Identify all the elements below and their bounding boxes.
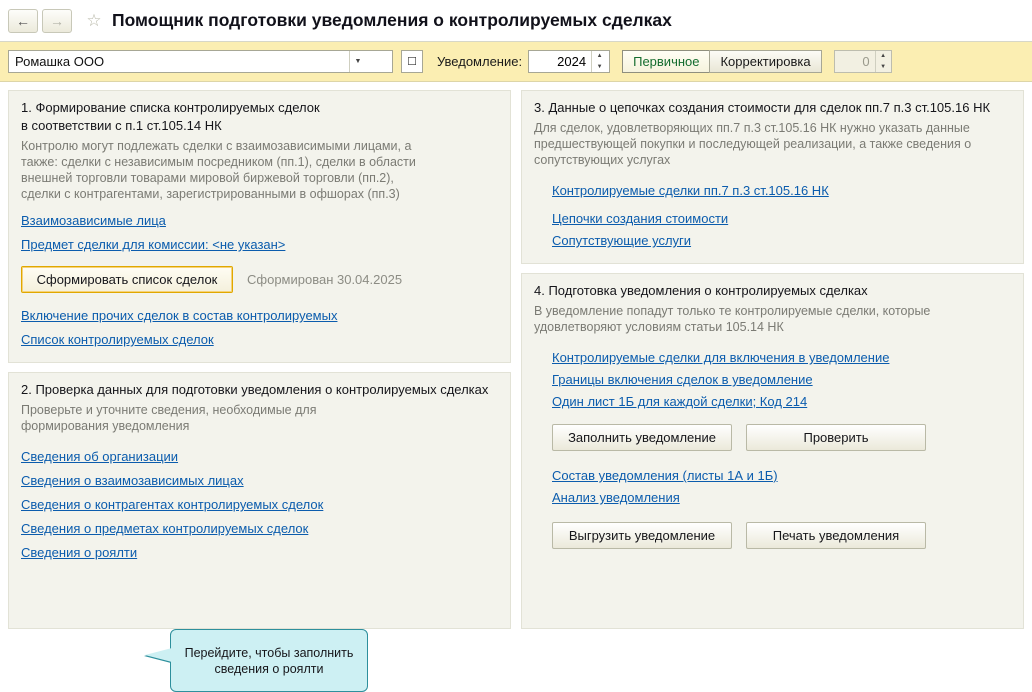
block-2-title: 2. Проверка данных для подготовки уведомления о контролируемых сделках — [21, 382, 489, 397]
block-1-title-line1: 1. Формирование списка контролируемых сделок — [21, 100, 320, 115]
content-area — [0, 82, 1032, 676]
block-4-description: В уведомление попадут только те контролируемые сделки, которые удовлетворяют условиям статьи 105.14 НК — [534, 304, 931, 334]
notice-label: Уведомление: — [437, 54, 523, 69]
print-notice-button[interactable]: Печать уведомления — [746, 522, 926, 549]
link-subjects-info[interactable]: Сведения о предметах контролируемых сделок — [21, 521, 309, 536]
year-spinner[interactable] — [591, 51, 607, 72]
primary-button[interactable]: Первичное — [622, 50, 709, 73]
chevron-down-icon[interactable]: ▼ — [349, 51, 366, 72]
link-commission-subject[interactable]: Предмет сделки для комиссии: <не указан> — [21, 237, 286, 252]
link-related-services[interactable]: Сопутствующие услуги — [552, 233, 692, 248]
link-deals-for-notice[interactable]: Контролируемые сделки для включения в уведомление — [552, 350, 890, 365]
correction-button[interactable]: Корректировка — [709, 50, 821, 73]
correction-number-field[interactable] — [834, 50, 892, 73]
block-4-title: 4. Подготовка уведомления о контролируемых сделках — [534, 283, 868, 298]
right-column — [521, 90, 1024, 629]
link-controlled-deals-list[interactable]: Список контролируемых сделок — [21, 332, 214, 347]
check-notice-button[interactable]: Проверить — [746, 424, 926, 451]
export-notice-button[interactable]: Выгрузить уведомление — [552, 522, 732, 549]
spinner-down-icon[interactable]: ▼ — [880, 63, 887, 70]
link-notice-composition[interactable]: Состав уведомления (листы 1А и 1Б) — [552, 468, 778, 483]
link-controlled-deals-pp7[interactable]: Контролируемые сделки пп.7 п.3 ст.105.16 НК — [552, 183, 829, 198]
tooltip-text: Перейдите, чтобы заполнить сведения о роялти — [184, 645, 354, 676]
page-title: Помощник подготовки уведомления о контролируемых сделках — [112, 10, 672, 30]
block-2-panel — [8, 372, 511, 629]
link-include-other-deals[interactable]: Включение прочих сделок в состав контролируемых — [21, 308, 338, 323]
organization-field[interactable] — [8, 50, 393, 73]
star-icon[interactable]: ☆ — [86, 10, 102, 30]
formed-date-note: Сформирован 30.04.2025 — [247, 272, 403, 287]
royalty-tooltip — [170, 629, 368, 692]
block-2-description: Проверьте и уточните сведения, необходимые для формирования уведомления — [21, 403, 317, 433]
link-royalty-info[interactable]: Сведения о роялти — [21, 545, 138, 560]
correction-number-value: 0 — [862, 54, 870, 69]
fill-notice-button[interactable]: Заполнить уведомление — [552, 424, 732, 451]
year-field[interactable] — [528, 50, 610, 73]
block-1-description: Контролю могут подлежать сделки с взаимозависимыми лицами, а также: сделки с независимым посредником (пп.1), сделки в области внешней торговли товарами мировой биржевой торговли (пп.2), сделки с контрагентами, зарегистрированными в офшорах (пп.3) — [21, 139, 416, 201]
correction-spinner[interactable] — [875, 51, 891, 72]
link-value-chains[interactable]: Цепочки создания стоимости — [552, 211, 729, 226]
forward-button[interactable]: → — [42, 9, 72, 33]
spinner-up-icon[interactable]: ▲ — [596, 53, 603, 60]
left-column — [8, 90, 511, 629]
tooltip-tail-icon — [145, 648, 172, 662]
block-4-panel — [521, 273, 1024, 629]
link-org-info[interactable]: Сведения об организации — [21, 449, 179, 464]
link-inclusion-bounds[interactable]: Границы включения сделок в уведомление — [552, 372, 813, 387]
spinner-down-icon[interactable]: ▼ — [596, 63, 603, 70]
block-3-panel — [521, 90, 1024, 264]
form-deals-list-button[interactable]: Сформировать список сделок — [21, 266, 233, 293]
link-notice-analysis[interactable]: Анализ уведомления — [552, 490, 680, 505]
link-related-persons[interactable]: Взаимозависимые лица — [21, 213, 166, 228]
year-input[interactable] — [529, 51, 591, 72]
link-one-sheet-1b[interactable]: Один лист 1Б для каждой сделки; Код 214 — [552, 394, 808, 409]
link-counterparties-info[interactable]: Сведения о контрагентах контролируемых сделок — [21, 497, 324, 512]
back-button[interactable]: ← — [8, 9, 38, 33]
organization-input[interactable] — [9, 51, 349, 72]
title-bar — [0, 0, 1032, 42]
toolbar — [0, 42, 1032, 82]
block-1-title-line2: в соответствии с п.1 ст.105.14 НК — [21, 118, 222, 133]
block-3-title: 3. Данные о цепочках создания стоимости для сделок пп.7 п.3 ст.105.16 НК — [534, 100, 991, 115]
link-related-persons-info[interactable]: Сведения о взаимозависимых лицах — [21, 473, 244, 488]
block-3-description: Для сделок, удовлетворяющих пп.7 п.3 ст.105.16 НК нужно указать данные предшествующей покупки и последующей реализации, а также сведения о сопутствующих услугах — [534, 121, 972, 167]
spinner-up-icon[interactable]: ▲ — [880, 53, 887, 60]
notice-type-switch — [622, 50, 822, 73]
open-form-icon[interactable]: ☐ — [401, 50, 423, 73]
block-1-panel — [8, 90, 511, 363]
